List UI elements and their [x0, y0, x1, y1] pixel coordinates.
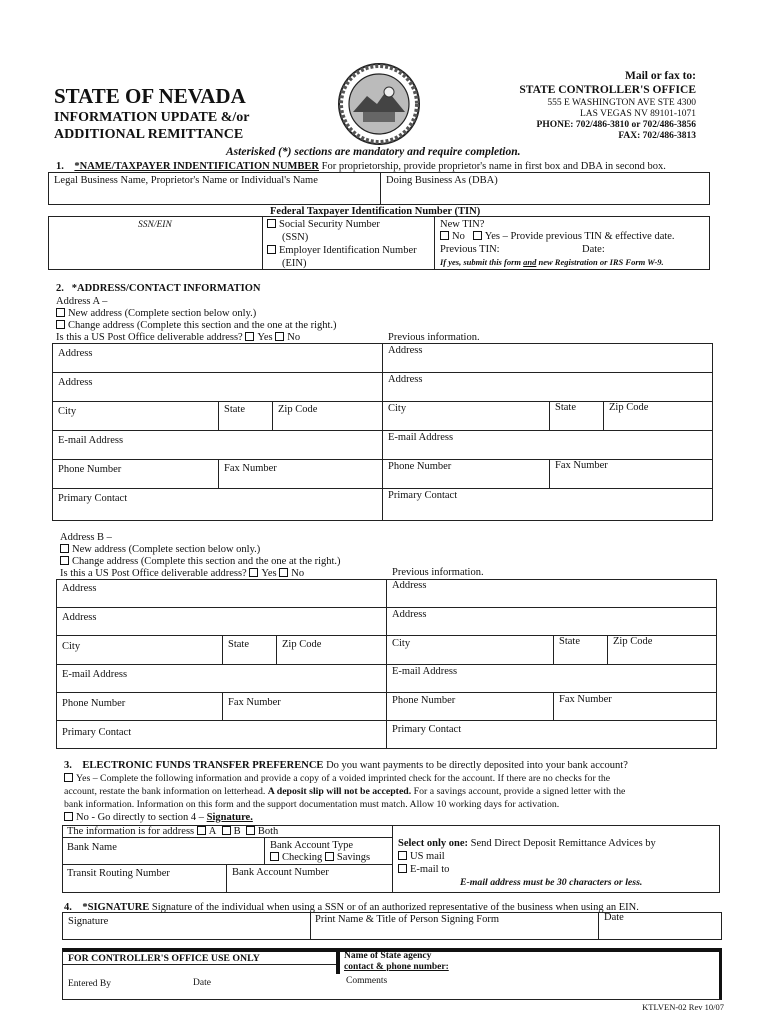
address-a-deliverable	[56, 332, 300, 343]
transit-routing-field[interactable]: Transit Routing Number	[67, 868, 170, 879]
us-mail-label: US mail	[410, 851, 445, 862]
divider	[52, 459, 713, 460]
previous-tin-field[interactable]: Previous TIN:	[440, 244, 500, 255]
new-tin-label: New TIN?	[440, 219, 485, 230]
nevada-seal-icon	[337, 62, 421, 146]
info-for-a-checkbox[interactable]	[197, 826, 206, 835]
office-address-1: 555 E WASHINGTON AVE STE 4300	[547, 98, 696, 108]
mail-fax-label: Mail or fax to:	[624, 70, 696, 82]
if-yes-and: and	[523, 257, 537, 267]
new-tin-yes-label: Yes – Provide previous TIN & effective date.	[484, 231, 675, 242]
section1-number: 1.	[56, 161, 64, 172]
eft-no-signature: Signature.	[206, 812, 253, 823]
address-a-label: Address A –	[56, 296, 108, 307]
section4-heading: *SIGNATURE	[82, 902, 150, 913]
address-a-new-label: New address (Complete section below only.)	[68, 308, 257, 319]
eft-yes-line1	[64, 773, 610, 784]
a-address-1[interactable]: Address	[58, 348, 93, 359]
divider	[222, 635, 223, 664]
divider	[276, 635, 277, 664]
divider	[310, 912, 311, 940]
address-b-label: Address B –	[60, 532, 112, 543]
form-title-line2: ADDITIONAL REMITTANCE	[54, 127, 244, 142]
address-a-change	[56, 320, 337, 331]
office-fax: FAX: 702/486-3813	[618, 131, 696, 141]
dba-field[interactable]: Doing Business As (DBA)	[386, 175, 498, 186]
b-prev-city[interactable]: City	[392, 638, 411, 649]
eft-yes-text-2b: A deposit slip will not be accepted.	[267, 786, 412, 797]
agency-contact-line1: Name of State agency	[344, 951, 432, 961]
email-length-note: E-mail address must be 30 characters or less.	[460, 877, 643, 888]
a-prev-address-2[interactable]: Address	[388, 374, 423, 385]
office-name: STATE CONTROLLER'S OFFICE	[519, 84, 696, 96]
b-prev-fax[interactable]: Fax Number	[559, 694, 612, 705]
info-for-b-label: B	[233, 826, 241, 837]
divider	[56, 607, 717, 608]
send-advices-label: Send Direct Deposit Remittance Advices by	[470, 838, 656, 849]
address-b-new-checkbox[interactable]	[60, 544, 69, 553]
section1-heading: *NAME/TAXPAYER INDENTIFICATION NUMBER	[74, 161, 320, 172]
ssn-abbr: (SSN)	[282, 232, 309, 243]
b-address-2[interactable]: Address	[62, 612, 97, 623]
b-state[interactable]: State	[228, 639, 249, 650]
address-b-yes-checkbox[interactable]	[249, 568, 258, 577]
eft-no-checkbox[interactable]	[64, 812, 73, 821]
section3-number: 3.	[64, 760, 72, 771]
divider	[336, 948, 340, 974]
checking-label: Checking	[282, 852, 323, 863]
bank-name-field[interactable]: Bank Name	[67, 842, 117, 853]
divider	[603, 401, 604, 430]
office-use-title: FOR CONTROLLER'S OFFICE USE ONLY	[68, 953, 260, 964]
no-label: No	[287, 332, 301, 343]
new-tin-options	[440, 231, 675, 242]
divider	[56, 692, 717, 693]
tin-heading: Federal Taxpayer Identification Number (TIN)	[270, 206, 481, 217]
address-b-new	[60, 544, 260, 555]
b-city[interactable]: City	[62, 641, 81, 652]
ein-abbr: (EIN)	[282, 258, 307, 269]
a-fax[interactable]: Fax Number	[224, 463, 277, 474]
b-prev-primary-contact[interactable]: Primary Contact	[392, 724, 462, 735]
divider	[272, 401, 273, 430]
email-to-option	[398, 864, 449, 875]
b-phone[interactable]: Phone Number	[62, 698, 126, 709]
divider	[553, 635, 554, 664]
email-to-checkbox[interactable]	[398, 864, 407, 873]
b-prev-email[interactable]: E-mail Address	[392, 666, 458, 677]
section2-heading-row	[56, 283, 260, 294]
b-zip[interactable]: Zip Code	[282, 639, 322, 650]
select-only-one-row	[398, 838, 656, 849]
a-address-2[interactable]: Address	[58, 377, 93, 388]
b-email[interactable]: E-mail Address	[62, 669, 128, 680]
divider	[549, 401, 550, 430]
address-a-new	[56, 308, 256, 319]
divider	[62, 837, 392, 838]
if-yes-note	[440, 257, 664, 267]
account-type-label: Bank Account Type	[270, 840, 354, 851]
ssn-checkbox[interactable]	[267, 219, 276, 228]
new-tin-no-checkbox[interactable]	[440, 231, 449, 240]
savings-checkbox[interactable]	[325, 852, 334, 861]
section1-note: For proprietorship, provide proprietor's name in first box and DBA in second box.	[321, 161, 666, 172]
address-b-change-label: Change address (Complete this section and the one at the right.)	[72, 556, 341, 567]
divider	[218, 459, 219, 488]
ssn-option[interactable]	[267, 219, 380, 230]
a-prev-address-1[interactable]: Address	[388, 345, 423, 356]
section2-heading: *ADDRESS/CONTACT INFORMATION	[71, 283, 261, 294]
a-zip[interactable]: Zip Code	[278, 404, 318, 415]
a-primary-contact[interactable]: Primary Contact	[58, 493, 128, 504]
a-prev-primary-contact[interactable]: Primary Contact	[388, 490, 458, 501]
deliverable-question: Is this a US Post Office deliverable address?	[60, 568, 247, 579]
divider	[607, 635, 608, 664]
yes-label: Yes	[257, 332, 273, 343]
office-phone: PHONE: 702/486-3810 or 702/486-3856	[536, 120, 696, 130]
b-prev-state[interactable]: State	[559, 636, 580, 647]
info-for-b-checkbox[interactable]	[222, 826, 231, 835]
info-for-label: The information is for address	[67, 826, 195, 837]
section4-number: 4.	[64, 902, 72, 913]
divider	[382, 343, 383, 521]
section3-question: Do you want payments to be directly deposited into your bank account?	[326, 760, 628, 771]
b-prev-address-1[interactable]: Address	[392, 580, 427, 591]
mandatory-note: Asterisked (*) sections are mandatory and require completion.	[226, 146, 521, 158]
divider	[52, 372, 713, 373]
address-b-new-label: New address (Complete section below only.)	[72, 544, 261, 555]
a-phone[interactable]: Phone Number	[58, 464, 122, 475]
a-prev-phone[interactable]: Phone Number	[388, 461, 452, 472]
section2-number: 2.	[56, 283, 64, 294]
divider	[264, 837, 265, 864]
divider	[262, 216, 263, 270]
a-state[interactable]: State	[224, 404, 245, 415]
section1-heading-row	[56, 161, 666, 172]
address-b-deliverable	[60, 568, 304, 579]
office-date-field[interactable]: Date	[193, 978, 211, 988]
address-a-no-checkbox[interactable]	[275, 332, 284, 341]
info-for-both-checkbox[interactable]	[246, 826, 255, 835]
divider	[549, 459, 550, 488]
b-prev-address-2[interactable]: Address	[392, 609, 427, 620]
if-yes-prefix: If yes, submit this form	[440, 257, 521, 267]
info-for-both-label: Both	[257, 826, 279, 837]
address-a-change-checkbox[interactable]	[56, 320, 65, 329]
b-address-1[interactable]: Address	[62, 583, 97, 594]
eft-yes-line2	[64, 786, 625, 797]
eft-no-text: No - Go directly to section 4 –	[76, 812, 205, 823]
ssn-option-label: Social Security Number	[279, 219, 380, 230]
address-b-previous-info: Previous information.	[392, 567, 484, 578]
ein-option-label: Employer Identification Number	[279, 245, 417, 256]
office-address-2: LAS VEGAS NV 89101-1071	[579, 109, 696, 119]
signature-date-field[interactable]: Date	[604, 912, 624, 923]
eft-yes-text-1: Yes – Complete the following information and provide a copy of a voided imprinted check for the account. If there are no checks for the	[76, 773, 611, 784]
a-prev-city[interactable]: City	[388, 403, 407, 414]
address-b-change	[60, 556, 341, 567]
divider	[380, 172, 381, 205]
a-prev-fax[interactable]: Fax Number	[555, 460, 608, 471]
state-title: STATE OF NEVADA	[54, 84, 246, 108]
divider	[218, 401, 219, 430]
divider	[553, 692, 554, 720]
divider	[222, 692, 223, 720]
address-b-change-checkbox[interactable]	[60, 556, 69, 565]
deliverable-question: Is this a US Post Office deliverable address?	[56, 332, 243, 343]
info-for-row	[67, 826, 278, 837]
eft-yes-checkbox[interactable]	[64, 773, 73, 782]
eft-no-line	[64, 812, 253, 823]
ein-checkbox[interactable]	[267, 245, 276, 254]
a-prev-email[interactable]: E-mail Address	[388, 432, 454, 443]
us-mail-checkbox[interactable]	[398, 851, 407, 860]
tin-date-field[interactable]: Date:	[582, 244, 605, 255]
address-a-previous-info: Previous information.	[388, 332, 480, 343]
a-email[interactable]: E-mail Address	[58, 435, 124, 446]
divider	[52, 488, 713, 489]
info-for-a-label: A	[208, 826, 217, 837]
divider	[52, 430, 713, 431]
new-tin-no-label: No	[452, 231, 465, 242]
form-id: KTLVEN-02 Rev 10/07	[642, 1002, 724, 1012]
comments-field[interactable]: Comments	[346, 976, 388, 986]
divider	[56, 664, 717, 665]
address-a-yes-checkbox[interactable]	[245, 332, 254, 341]
address-a-new-checkbox[interactable]	[56, 308, 65, 317]
section3-heading: ELECTRONIC FUNDS TRANSFER PREFERENCE	[82, 760, 324, 771]
signature-field[interactable]: Signature	[68, 916, 109, 927]
divider	[62, 964, 338, 965]
a-city[interactable]: City	[58, 406, 77, 417]
form-title-line1: INFORMATION UPDATE &/or	[54, 110, 250, 125]
yes-label: Yes	[261, 568, 277, 579]
section4-description: Signature of the individual when using a SSN or of an authorized representative of the business when using an EIN.	[151, 902, 639, 913]
new-tin-yes-checkbox[interactable]	[473, 231, 482, 240]
checking-checkbox[interactable]	[270, 852, 279, 861]
b-fax[interactable]: Fax Number	[228, 697, 281, 708]
ssn-ein-field[interactable]: SSN/EIN	[138, 220, 172, 230]
no-label: No	[291, 568, 305, 579]
address-b-no-checkbox[interactable]	[279, 568, 288, 577]
legal-name-field[interactable]: Legal Business Name, Proprietor's Name or Individual's Name	[54, 175, 318, 186]
eft-yes-text-2c: For a savings account, provide a signed letter with the	[413, 786, 626, 797]
agency-contact-line2: contact & phone number:	[344, 962, 449, 972]
a-prev-zip[interactable]: Zip Code	[609, 402, 649, 413]
entered-by-field[interactable]: Entered By	[68, 979, 112, 989]
eft-yes-line3: bank information. Information on this form and the support documentation must match. Allow 10 working days for activation.	[64, 799, 560, 810]
if-yes-suffix: new Registration or IRS Form W-9.	[538, 257, 664, 267]
select-only-one-label: Select only one:	[398, 838, 468, 849]
divider	[226, 864, 227, 893]
a-prev-state[interactable]: State	[555, 402, 576, 413]
print-name-field[interactable]: Print Name & Title of Person Signing Form	[315, 914, 500, 925]
divider	[434, 216, 435, 270]
section3-heading-row	[64, 760, 628, 771]
divider	[598, 912, 599, 940]
savings-label: Savings	[336, 852, 371, 863]
b-primary-contact[interactable]: Primary Contact	[62, 727, 132, 738]
b-prev-phone[interactable]: Phone Number	[392, 695, 456, 706]
bank-account-number-field[interactable]: Bank Account Number	[232, 867, 329, 878]
account-type-options	[270, 852, 370, 863]
b-prev-zip[interactable]: Zip Code	[613, 636, 653, 647]
divider	[62, 864, 392, 865]
us-mail-option	[398, 851, 445, 862]
email-to-label[interactable]: E-mail to	[410, 864, 450, 875]
divider	[392, 825, 393, 893]
divider	[56, 720, 717, 721]
ein-option[interactable]	[267, 245, 417, 256]
address-a-change-label: Change address (Complete this section and the one at the right.)	[68, 320, 337, 331]
eft-yes-text-2a: account, restate the bank information on letterhead.	[64, 786, 266, 797]
